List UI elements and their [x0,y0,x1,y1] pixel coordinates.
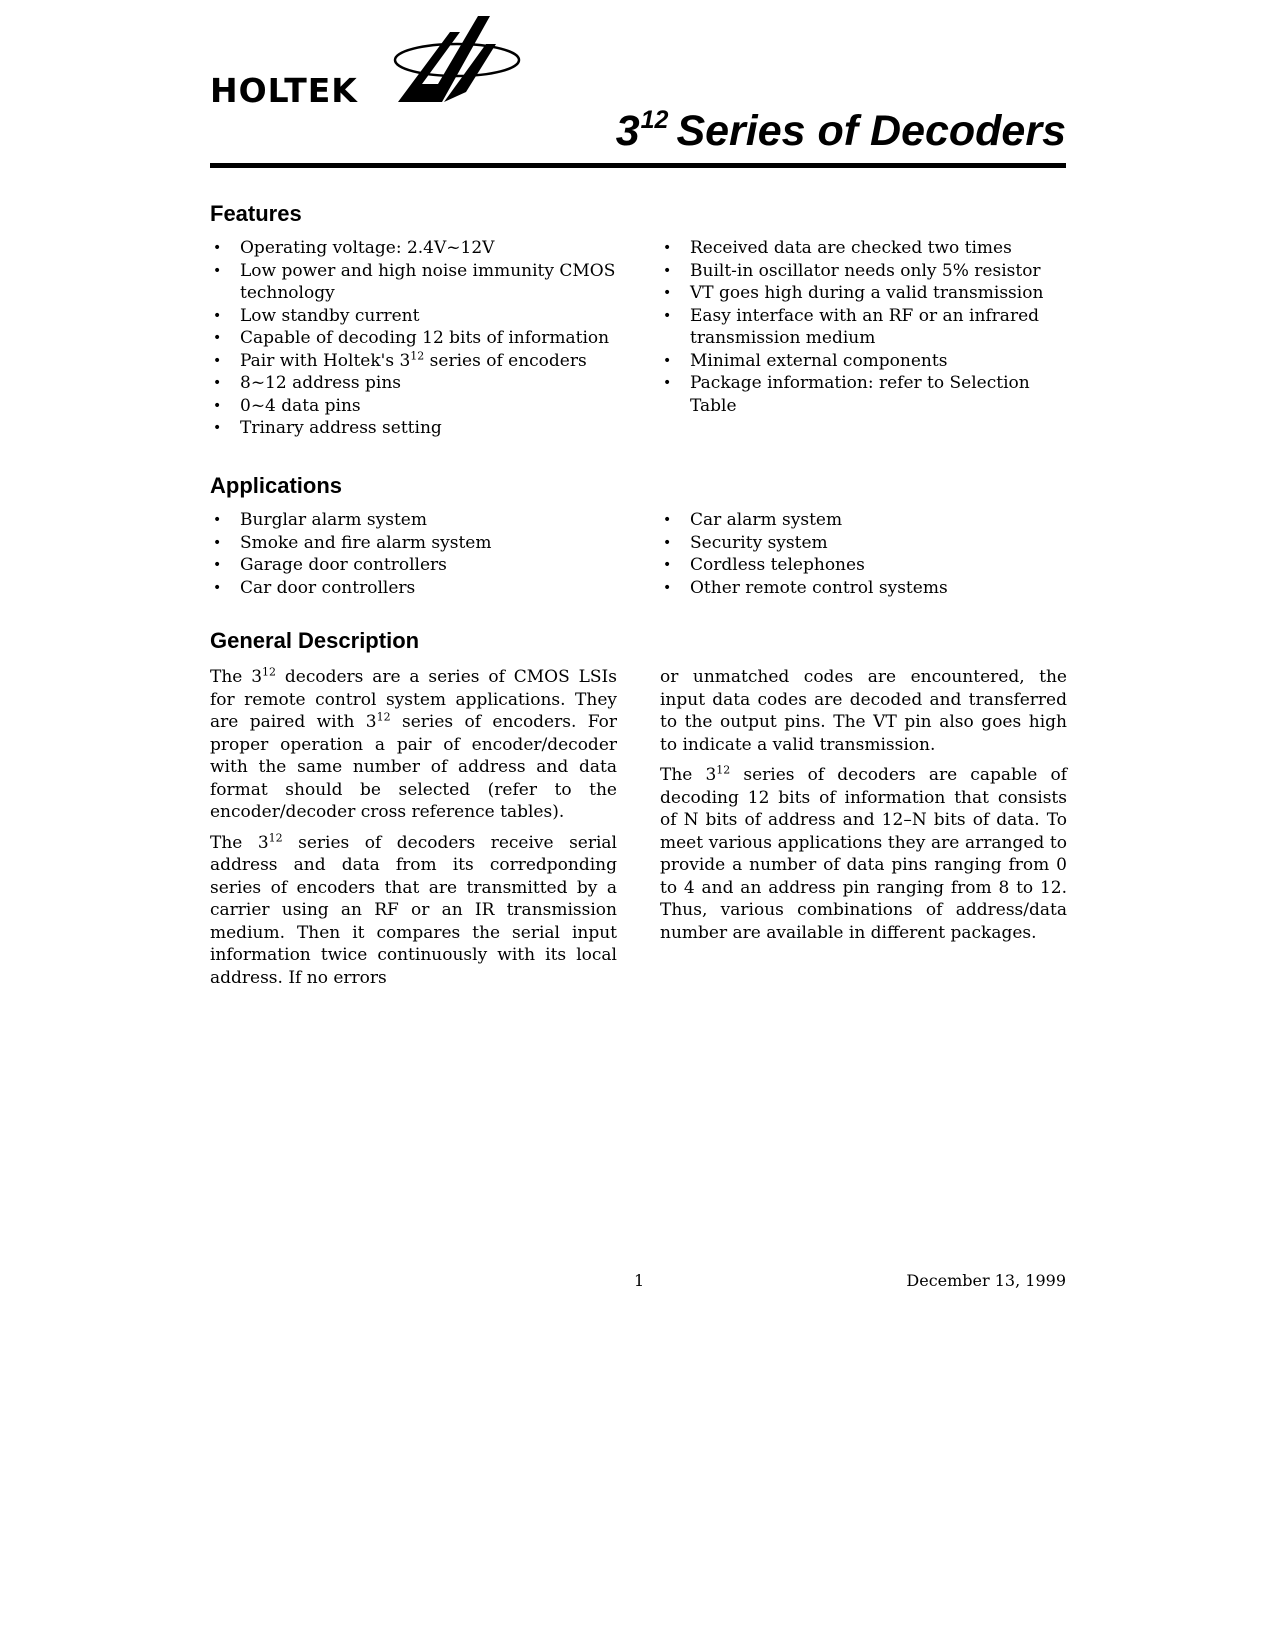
holtek-logo [210,14,530,114]
document-date: December 13, 1999 [906,1271,1066,1290]
bullet-icon: • [663,307,672,324]
list-item [210,554,617,577]
text-run: Built-in oscillator needs only 5% resistor [690,260,1041,281]
text-run: Easy interface with an RF or an infrared transmission medium [690,305,1040,348]
bullet-icon: • [663,262,672,279]
list-item [210,305,617,328]
list-item [210,509,617,532]
list-item [210,237,617,260]
features-heading: Features [210,201,302,226]
text-run: Low power and high noise immunity CMOS technology [240,260,616,303]
text-run: Garage door controllers [240,555,447,575]
text-run: Minimal external components [690,350,948,371]
bullet-icon: • [213,330,222,346]
text-run: Package information: refer to Selection Table [690,373,1030,416]
bullet-icon: • [213,375,222,391]
features-list-left [210,237,617,440]
list-item [660,260,1067,283]
text-run: series of decoders receive serial address and data from its corredponding series of encoders that are transmitted by a carrier using an RF or an IR transmission medium. Then it compares the serial input information twice continuously with its local address. If no errors [210,832,617,988]
text-run: Burglar alarm system [240,510,427,530]
page-number: 1 [634,1271,645,1290]
bullet-icon: • [213,579,222,596]
text-run: Smoke and fire alarm system [240,532,492,553]
list-item [210,532,617,555]
list-item [210,350,617,373]
document-title: $3^{12}$ Series of Decoders [615,105,1066,155]
bullet-icon: • [663,579,672,596]
description-right-column [660,666,1067,952]
bullet-icon: • [213,307,222,324]
list-item [660,372,1067,417]
text-run: Operating voltage: 2.4V~12V [240,238,495,258]
applications-list-right [660,509,1067,599]
text-run: Received data are checked two times [690,238,1012,258]
bullet-icon: • [663,557,672,573]
text-run: The 3 [210,832,269,853]
features-left-column [210,237,617,440]
list-item [210,327,617,350]
text-run: Low standby current [240,305,420,326]
description-paragraph [660,764,1067,944]
list-item [210,260,617,305]
text-run: Cordless telephones [690,555,865,575]
text-run: or unmatched codes are encountered, the input data codes are decoded and transferred to the output pins. The VT pin also goes high to indicate a valid transmission. [660,667,1067,755]
description-paragraph [660,666,1067,756]
text-run: 8~12 address pins [240,373,402,393]
list-item [660,509,1067,532]
text-run: series of encoders [424,350,587,371]
text-run: Pair with Holtek's 3 [240,350,411,371]
text-run: Other remote control systems [690,577,948,598]
list-item [660,237,1067,260]
superscript: 12 [716,763,731,777]
applications-list-left [210,509,617,599]
general-description-heading: General Description [210,628,420,653]
superscript: 12 [262,665,277,679]
text-run: Security system [690,532,828,553]
bullet-icon: • [213,534,222,551]
text-run: series of decoders are capable of decoding 12 bits of information that consists of N bits of address and 12–N bits of data. To meet various applications they are arranged to provide a number of data pins ranging from 0 to 4 and an address pin ranging from 8 to 12. Thus, various combinations of address/data number are available in different packages. [660,765,1067,943]
list-item [660,554,1067,577]
text-run: Car door controllers [240,577,416,598]
text-run: The 3 [210,667,263,687]
text-run: VT goes high during a valid transmission [690,283,1044,303]
bullet-icon: • [213,557,222,573]
superscript: 12 [410,348,425,362]
holtek-emblem-icon [392,14,522,110]
text-run: series of encoders. For proper operation a pair of encoder/decoder with the same number of address and data format should be selected (refer to the encoder/decoder cross reference tables). [210,712,617,822]
features-right-column [660,237,1067,417]
bullet-icon: • [663,285,672,301]
logo-wordmark: HOLTEK [210,71,358,110]
bullet-icon: • [663,512,672,528]
applications-left-column [210,509,617,599]
bullet-icon: • [663,352,672,369]
bullet-icon: • [213,420,222,436]
description-left-column [210,666,617,997]
list-item [660,282,1067,305]
bullet-icon: • [663,375,672,391]
description-paragraph [210,666,617,824]
list-item [210,417,617,440]
bullet-icon: • [213,512,222,528]
text-run: Capable of decoding 12 bits of information [240,328,610,348]
list-item [210,395,617,418]
applications-right-column [660,509,1067,599]
bullet-icon: • [213,397,222,414]
bullet-icon: • [213,240,222,256]
superscript: 12 [268,830,283,844]
bullet-icon: • [213,352,222,369]
list-item [210,577,617,600]
list-item [660,305,1067,350]
text-run: decoders are a series of CMOS LSIs for remote control system applications. They are paired with 3 [210,667,617,732]
description-paragraph [210,832,617,990]
applications-heading: Applications [210,473,343,498]
bullet-icon: • [663,534,672,551]
text-run: Car alarm system [690,510,843,530]
text-run: The 3 [660,765,717,785]
list-item [660,577,1067,600]
text-run: 0~4 data pins [240,395,361,416]
list-item [660,532,1067,555]
list-item [660,350,1067,373]
features-list-right [660,237,1067,417]
superscript: 12 [376,710,391,724]
list-item [210,372,617,395]
text-run: Trinary address setting [240,418,442,438]
bullet-icon: • [213,262,222,279]
title-rule [210,163,1066,168]
bullet-icon: • [663,240,672,256]
